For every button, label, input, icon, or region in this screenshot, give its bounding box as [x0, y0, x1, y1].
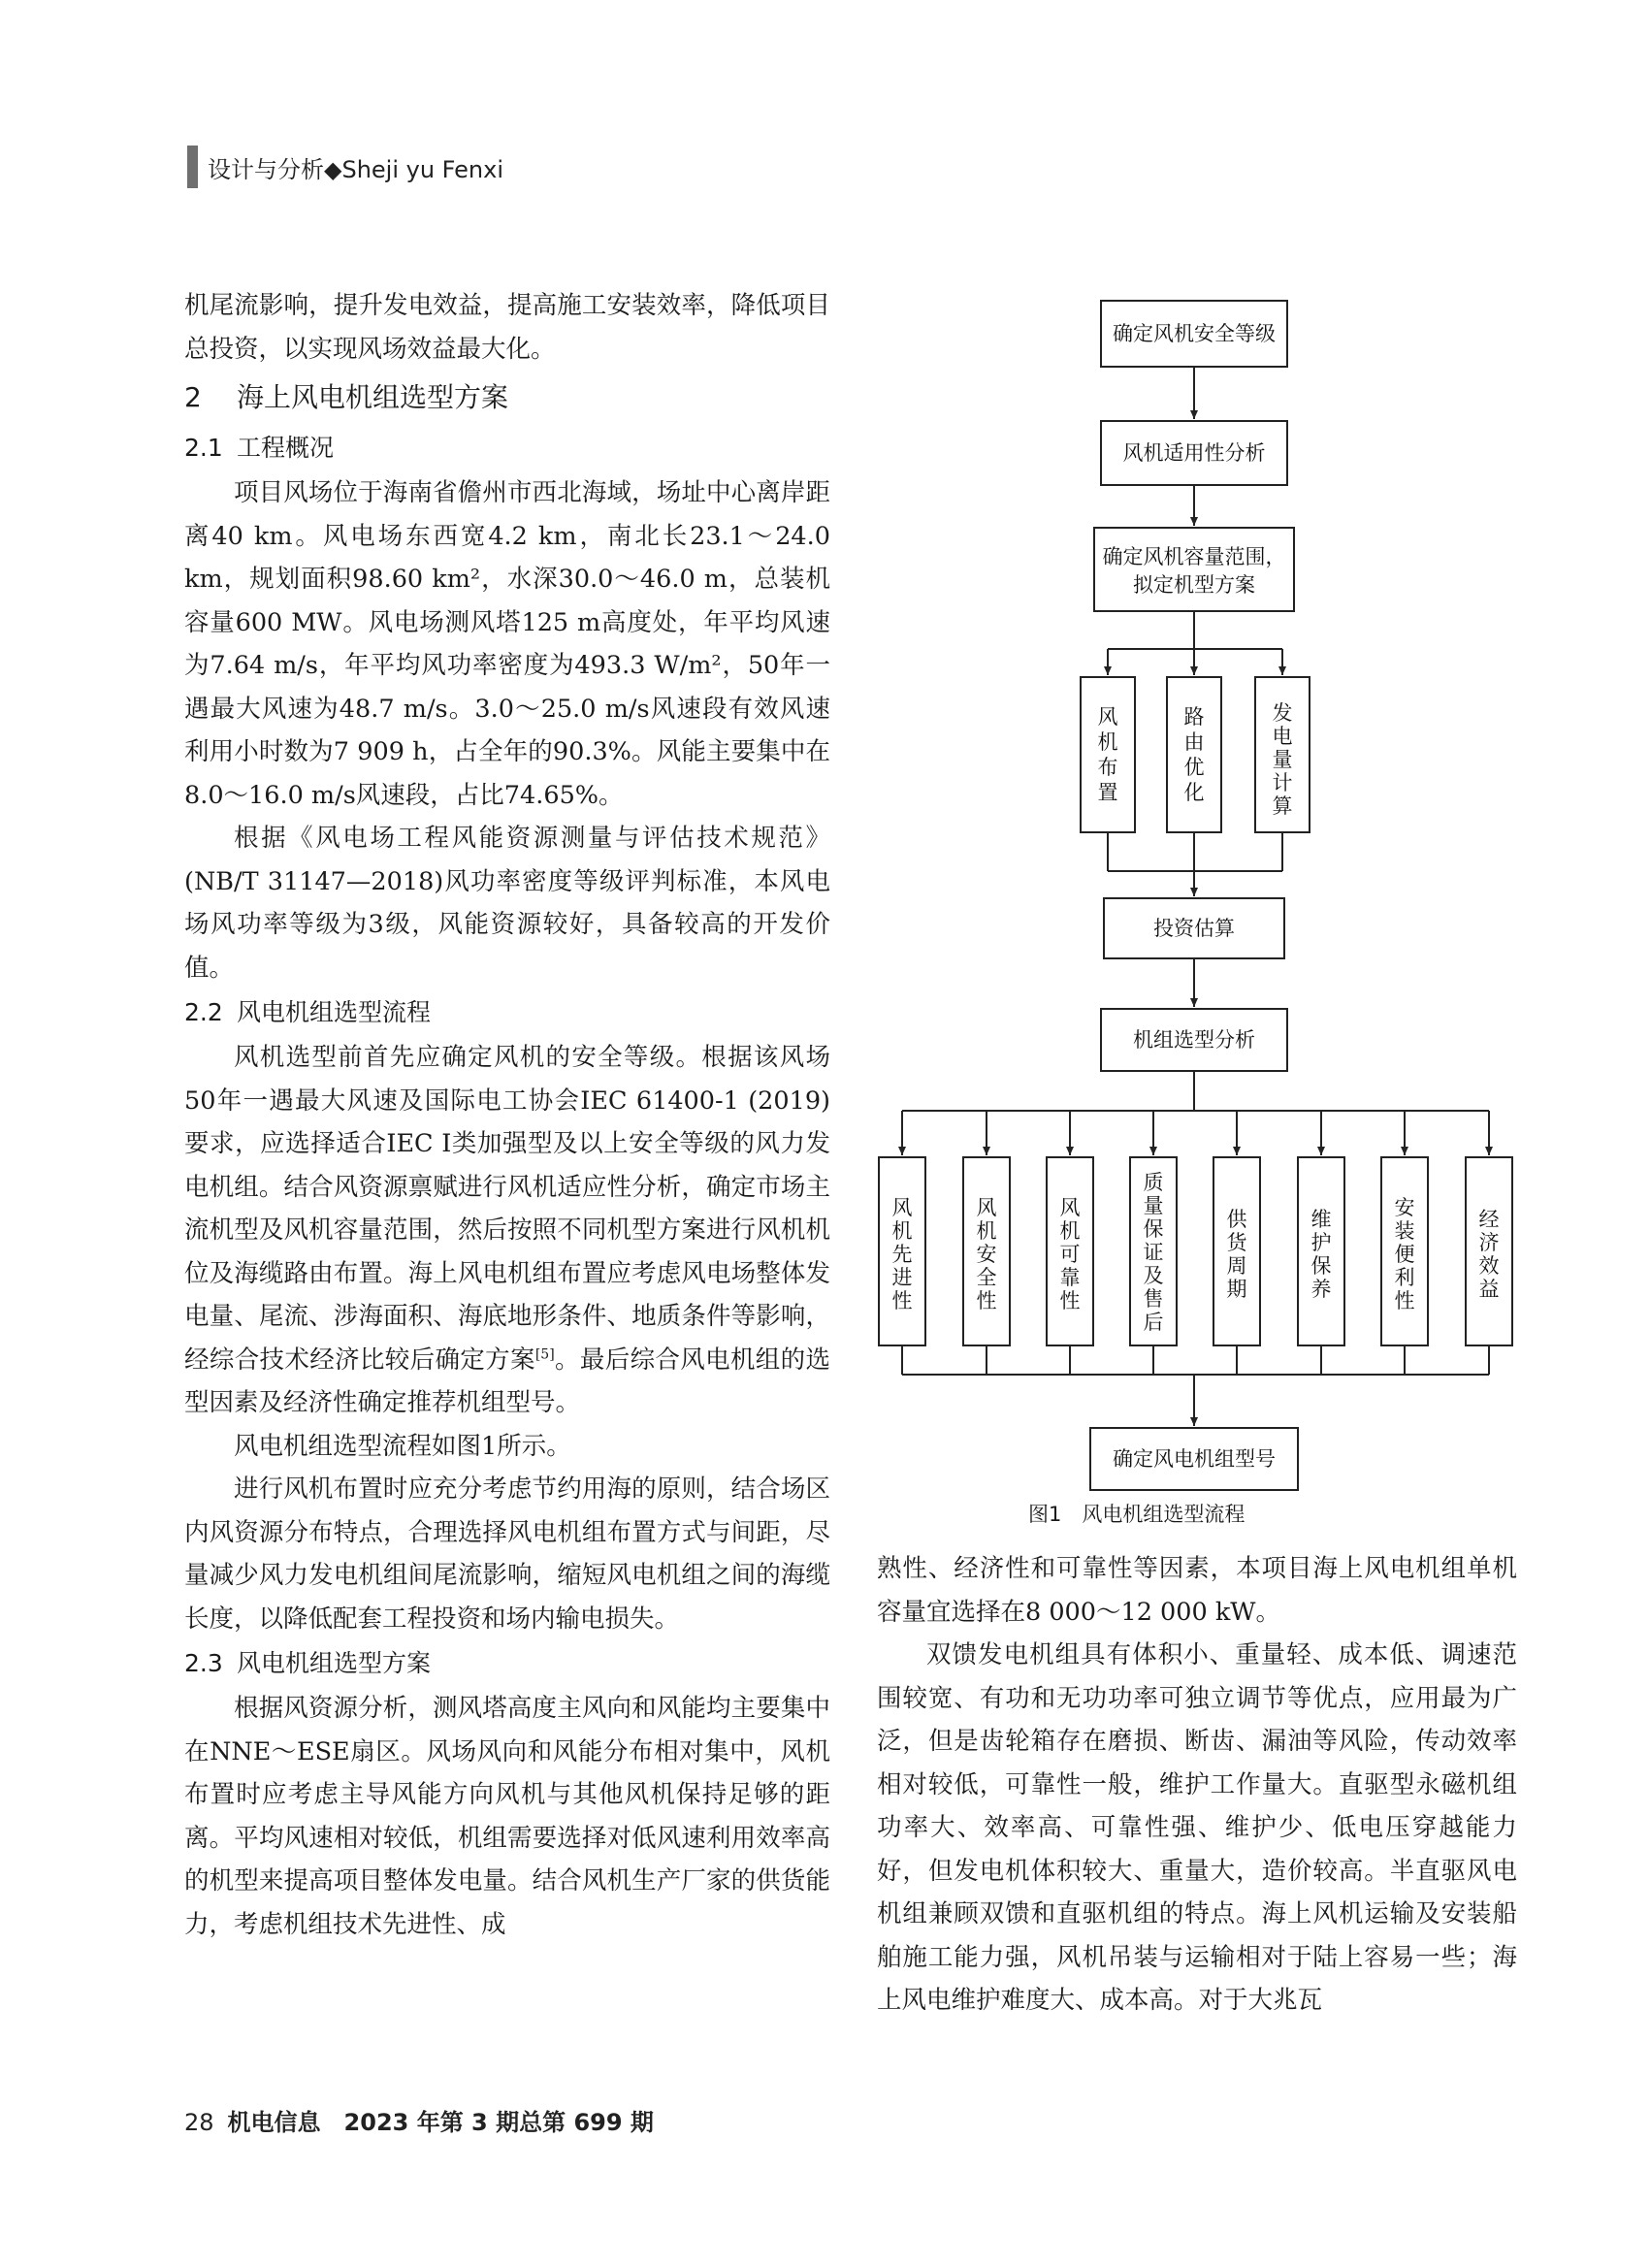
svg-text:机组选型分析: 机组选型分析 [1133, 1028, 1255, 1052]
factor-quality-service [1130, 1157, 1177, 1345]
paragraph: 双馈发电机组具有体积小、重量轻、成本低、调速范围较宽、有功和无功功率可独立调节等优点，应用最为广泛，但是齿轮箱存在磨损、断齿、漏油等风险，传动效率相对较低，可靠性一般，维护工作量大。直驱型永磁机组功率大、效率高、可靠性强、维护少、低电压穿越能力好，但发电机体积较大、重量大，造价较高。半直驱风电机组兼顾双馈和直驱机组的特点。海上风机运输及安装船舶施工能力强，风机吊装与运输相对于陆上容易一些；海上风电维护难度大、成本高。对于大兆瓦 [877, 1640, 1517, 2015]
svg-text:风: 风 [1097, 705, 1118, 729]
factor-delivery [1213, 1157, 1260, 1345]
svg-text:货: 货 [1226, 1231, 1247, 1254]
right-column [877, 1547, 1517, 2023]
section-heading-2-3: 2.3 风电机组选型方案 [184, 1649, 432, 1677]
svg-text:利: 利 [1394, 1266, 1415, 1289]
factor-advanced [879, 1157, 925, 1345]
svg-text:拟定机型方案: 拟定机型方案 [1133, 573, 1255, 597]
svg-text:发: 发 [1272, 701, 1293, 725]
svg-text:风: 风 [891, 1196, 913, 1219]
svg-text:投资估算: 投资估算 [1153, 917, 1235, 940]
node-selection-analysis [1101, 1009, 1287, 1071]
svg-text:售: 售 [1143, 1287, 1164, 1311]
svg-text:效: 效 [1478, 1254, 1500, 1278]
svg-text:风: 风 [1059, 1196, 1081, 1219]
svg-text:量: 量 [1143, 1194, 1164, 1217]
svg-text:养: 养 [1310, 1278, 1332, 1301]
node-safety-class [1101, 301, 1287, 367]
svg-text:性: 性 [1059, 1289, 1081, 1312]
svg-text:路: 路 [1183, 705, 1205, 729]
paragraph: 风机选型前首先应确定风机的安全等级。根据该风场50年一遇最大风速及国际电工协会IEC 61400-1 (2019)要求，应选择适合IEC Ⅰ类加强型及以上安全等级的风力发电机组。结合风资源禀赋进行风机适应性分析，确定市场主流机型及风机容量范围，然后按照不同机型方案进行风机机位及海缆路由布置。海上风电机组布置应考虑风电场整体发电量、尾流、涉海面积、海底地形条件、地质条件等影响，经综合技术经济比较后确定方案[5]。最后综合风电机组的选型因素及经济性确定推荐机组型号。 [184, 1043, 830, 1417]
svg-text:量: 量 [1272, 748, 1293, 771]
svg-text:确定风电机组型号: 确定风电机组型号 [1113, 1447, 1276, 1471]
factor-split-arrows [902, 1111, 1489, 1155]
svg-text:护: 护 [1310, 1231, 1332, 1254]
svg-text:及: 及 [1143, 1264, 1164, 1287]
svg-text:优: 优 [1183, 756, 1205, 779]
paragraph: 根据风资源分析，测风塔高度主风向和风能均主要集中在NNE～ESE扇区。风场风向和风能分布相对集中，风机布置时应考虑主导风能方向风机与其他风机保持足够的距离。平均风速相对较低，机组需要选择对低风速利用效率高的机型来提高项目整体发电量。结合风机生产厂家的供货能力，考虑机组技术先进性、成 [184, 1694, 830, 1939]
svg-text:证: 证 [1143, 1241, 1164, 1264]
svg-text:计: 计 [1272, 771, 1293, 794]
svg-text:化: 化 [1183, 781, 1205, 804]
node-energy-calc [1255, 677, 1310, 832]
svg-text:进: 进 [891, 1266, 913, 1289]
svg-text:济: 济 [1478, 1231, 1500, 1254]
section-heading-2-2: 2.2 风电机组选型流程 [184, 998, 432, 1026]
factor-safety [963, 1157, 1010, 1345]
svg-text:维: 维 [1310, 1208, 1332, 1231]
factor-economic [1466, 1157, 1512, 1345]
paragraph: 熟性、经济性和可靠性等因素，本项目海上风电机组单机容量宜选择在8 000～12 000 kW。 [877, 1554, 1517, 1627]
svg-text:安: 安 [976, 1243, 997, 1266]
svg-text:靠: 靠 [1059, 1266, 1081, 1289]
svg-text:供: 供 [1226, 1208, 1247, 1231]
svg-text:机: 机 [891, 1219, 913, 1243]
node-routing [1167, 677, 1221, 832]
paragraph: 项目风场位于海南省儋州市西北海域，场址中心离岸距离40 km。风电场东西宽4.2 km，南北长23.1～24.0 km，规划面积98.60 km²，水深30.0～46.0 m，总装机容量600 MW。风电场测风塔125 m高度处，年平均风速为7.64 m/s，年平均风功率密度为493.3 W/m²，50年一遇最大风速为48.7 m/s。3.0～25.0 m/s风速段有效风速利用小时数为7 909 h，占全年的90.3%。风能主要集中在8.0～16.0 m/s风速段，占比74.65%。 [184, 478, 830, 810]
paragraph: 机尾流影响，提升发电效益，提高施工安装效率，降低项目总投资，以实现风场效益最大化。 [184, 291, 830, 364]
svg-text:先: 先 [891, 1243, 913, 1266]
svg-text:机: 机 [976, 1219, 997, 1243]
svg-text:益: 益 [1478, 1278, 1500, 1301]
svg-text:经: 经 [1478, 1208, 1500, 1231]
factor-installation [1381, 1157, 1428, 1345]
svg-text:全: 全 [976, 1266, 997, 1289]
section-heading-2-1: 2.1 工程概况 [184, 434, 335, 462]
page-number: 28 [184, 2109, 214, 2136]
svg-text:期: 期 [1226, 1278, 1247, 1301]
section-heading-2: 2 海上风电机组选型方案 [184, 381, 509, 413]
citation: [5] [534, 1346, 555, 1362]
page-footer [184, 2103, 654, 2137]
svg-text:性: 性 [1394, 1289, 1415, 1312]
svg-text:确定风机安全等级: 确定风机安全等级 [1113, 322, 1276, 345]
svg-text:机: 机 [1059, 1219, 1081, 1243]
svg-text:电: 电 [1272, 725, 1293, 748]
factor-maintenance [1298, 1157, 1344, 1345]
paragraph: 根据《风电场工程风能资源测量与评估技术规范》(NB/T 31147—2018)风功率密度等级评判标准，本风电场风功率等级为3级，风能资源较好，具备较高的开发价值。 [184, 824, 830, 983]
journal-info: 机电信息 2023 年第 3 期总第 699 期 [227, 2109, 654, 2136]
node-suitability [1101, 421, 1287, 485]
factor-merge-lines [902, 1345, 1489, 1375]
svg-text:性: 性 [976, 1289, 997, 1312]
svg-text:由: 由 [1183, 730, 1205, 754]
svg-text:置: 置 [1097, 781, 1118, 804]
svg-text:保: 保 [1143, 1217, 1164, 1241]
node-investment [1104, 898, 1284, 958]
svg-text:便: 便 [1394, 1243, 1415, 1266]
paragraph: 进行风机布置时应充分考虑节约用海的原则，结合场区内风资源分布特点，合理选择风电机组布置方式与间距，尽量减少风力发电机组间尾流影响，缩短风电机组之间的海缆长度，以降低配套工程投资和场内输电损失。 [184, 1474, 830, 1634]
svg-text:周: 周 [1226, 1254, 1247, 1278]
svg-text:性: 性 [891, 1289, 913, 1312]
node-layout [1081, 677, 1135, 832]
factor-reliability [1047, 1157, 1093, 1345]
svg-text:可: 可 [1059, 1243, 1081, 1266]
svg-text:机: 机 [1097, 730, 1118, 754]
svg-text:风机适用性分析: 风机适用性分析 [1122, 441, 1266, 465]
svg-text:算: 算 [1272, 794, 1293, 818]
figure-caption: 图1 风电机组选型流程 [1028, 1503, 1246, 1526]
svg-text:装: 装 [1394, 1219, 1415, 1243]
svg-text:保: 保 [1310, 1254, 1332, 1278]
svg-text:安: 安 [1394, 1196, 1415, 1219]
header-section: 设计与分析◆Sheji yu Fenxi [208, 155, 504, 183]
svg-text:布: 布 [1097, 756, 1118, 779]
paragraph: 风电机组选型流程如图1所示。 [234, 1431, 571, 1461]
svg-text:质: 质 [1143, 1171, 1164, 1194]
svg-text:确定风机容量范围，: 确定风机容量范围， [1102, 545, 1286, 568]
svg-text:风: 风 [976, 1196, 997, 1219]
node-final-model [1090, 1428, 1298, 1490]
svg-text:后: 后 [1143, 1311, 1164, 1334]
node-capacity-range [1094, 528, 1294, 611]
